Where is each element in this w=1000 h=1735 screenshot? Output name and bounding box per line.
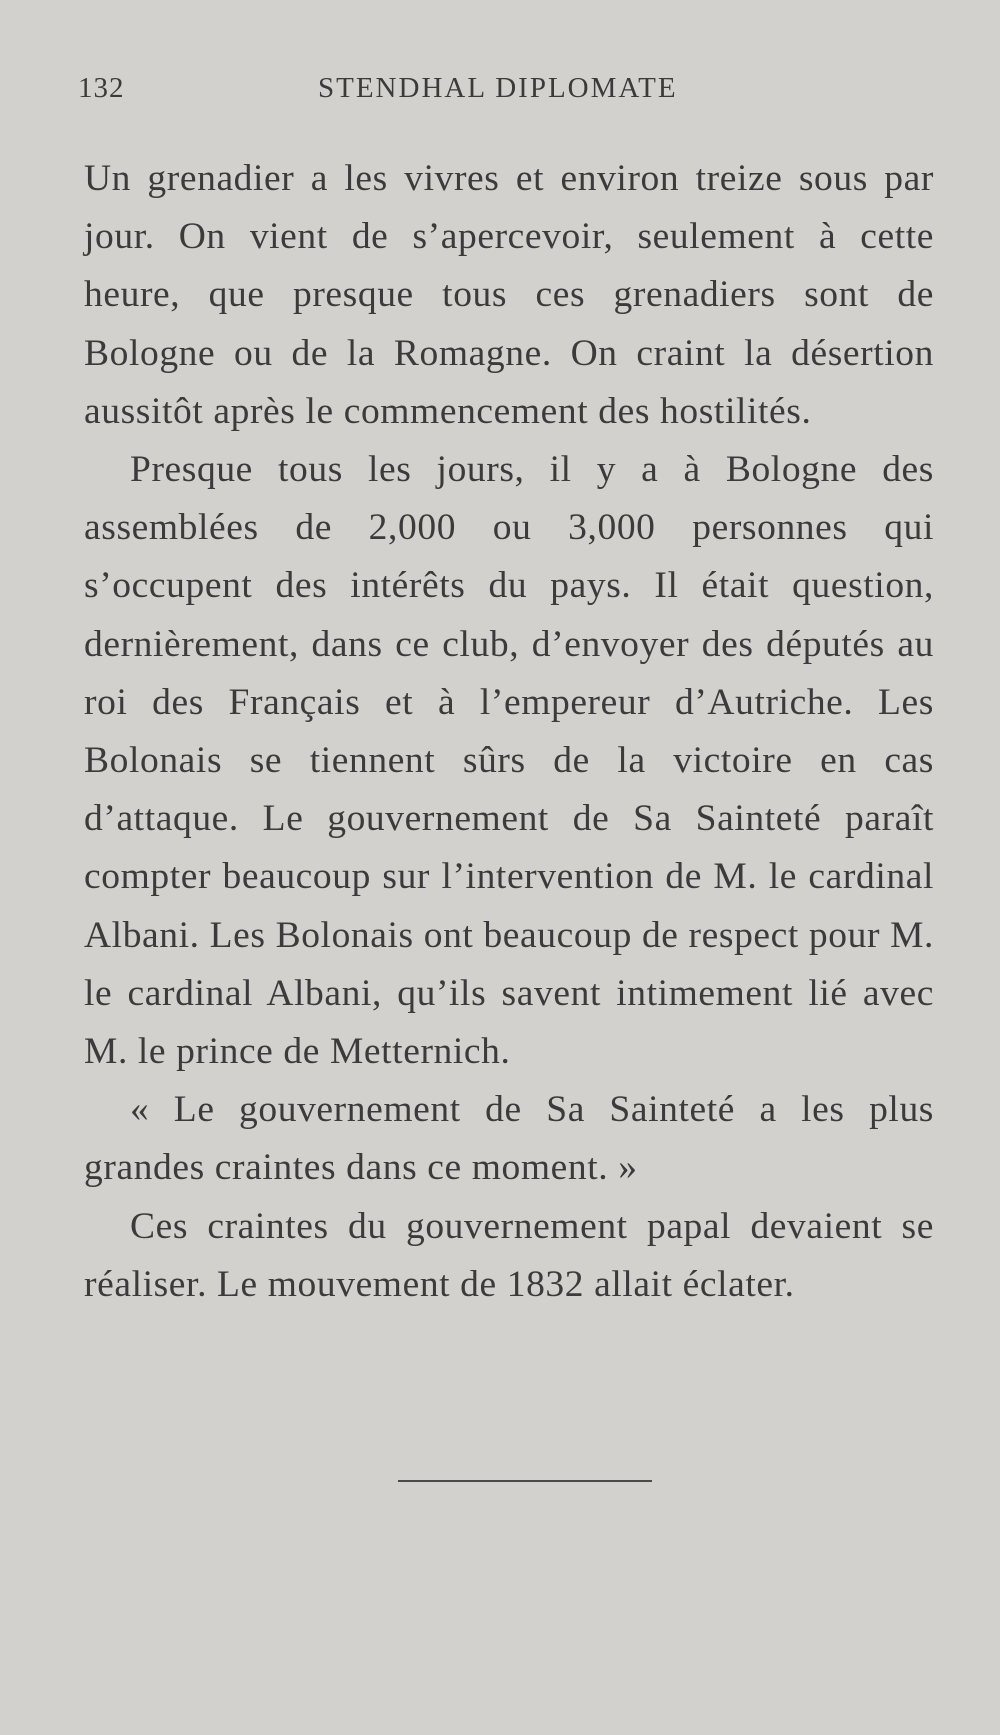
running-title: STENDHAL DIPLOMATE [318,72,678,104]
paragraph-2: Presque tous les jours, il y a à Bologne des assemblées de 2,000 ou 3,000 personnes qui s’occupent des intérêts du pays. Il était question, dernièrement, dans ce club, d’envoyer des députés au roi des Français et à l’empereur d’Autriche. Les Bolonais se tiennent sûrs de la victoire en cas d’attaque. Le gouvernement de Sa Sainteté paraît compter beaucoup sur l’intervention de M. le cardinal Albani. Les Bolonais ont beaucoup de respect pour M. le cardinal Albani, qu’ils savent intimement lié avec M. le prince de Metternich. [84,449,934,1073]
running-head [0,72,1000,112]
paragraph-1: Un grenadier a les vivres et environ treize sous par jour. On vient de s’apercevoir, seulement à cette heure, que presque tous ces grenadiers sont de Bologne ou de la Romagne. On craint la désertion aussitôt après le commencement des hostilités. [84,158,934,432]
end-rule [398,1480,652,1482]
paragraph-3: « Le gouvernement de Sa Sainteté a les plus grandes craintes dans ce moment. » [84,1089,934,1189]
page-number: 132 [78,72,125,104]
body-text [84,150,934,1314]
paragraph-4: Ces craintes du gouvernement papal devaient se réaliser. Le mouvement de 1832 allait éclater. [84,1205,934,1305]
